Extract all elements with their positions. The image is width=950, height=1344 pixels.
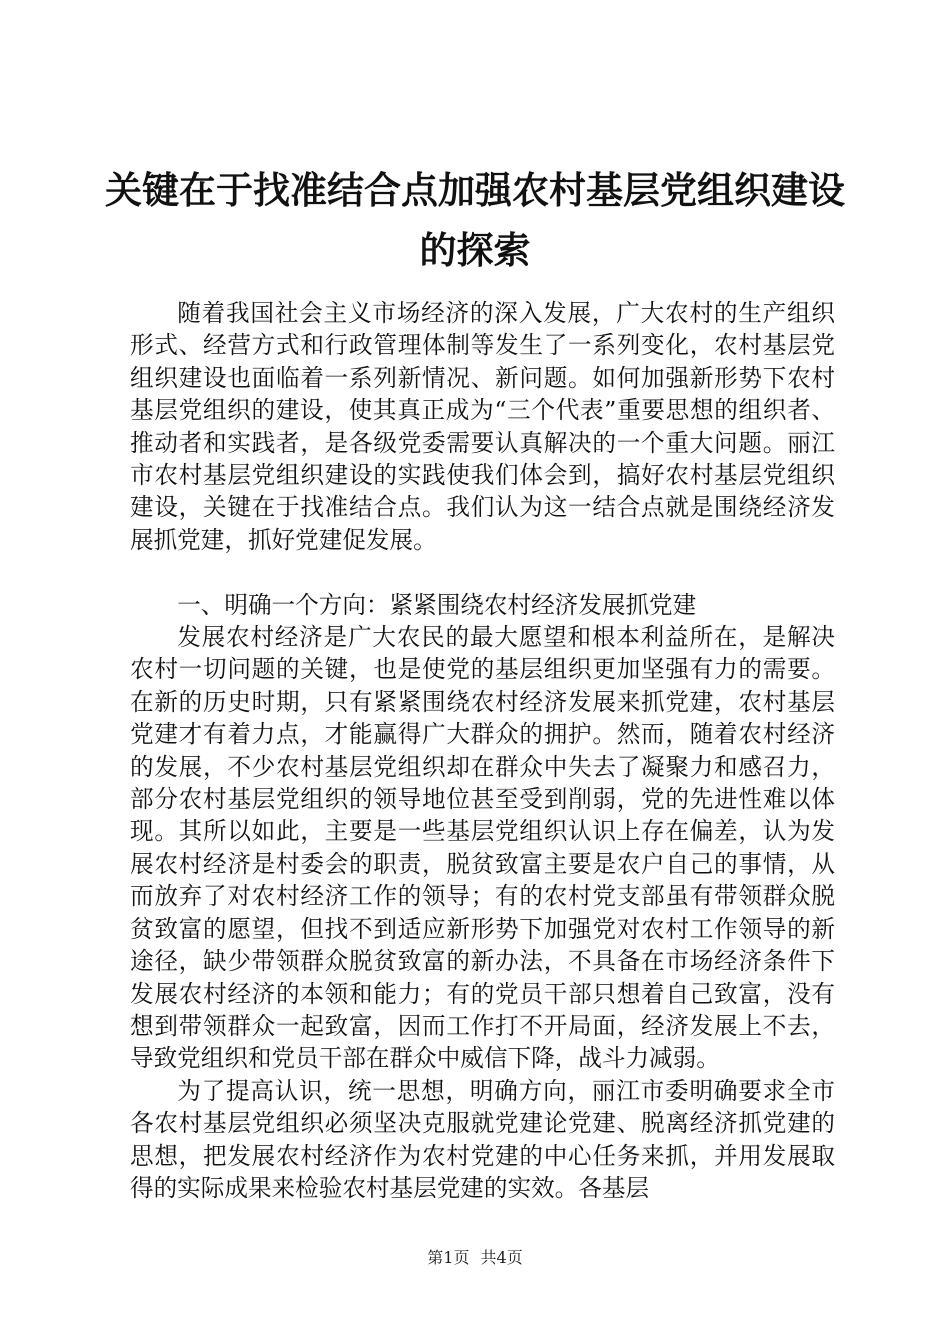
document-title-line-2: 的探索 <box>419 229 531 272</box>
paragraph-section-1-continued: 为了提高认识，统一思想，明确方向，丽江市委明确要求全市各农村基层党组织必须坚决克服就党建论党建、脱离经济抓党建的思想，把发展农村经济作为农村党建的中心任务来抓，并用发展取得的实际成果来检验农村基层党建的实效。各基层 <box>130 1076 835 1202</box>
page-footer <box>0 1245 950 1268</box>
document-title-line-1: 关键在于找准结合点加强农村基层党组织建设 <box>105 169 845 212</box>
page-total: 共4页 <box>480 1248 523 1267</box>
section-heading-1: 一、明确一个方向：紧紧围绕农村经济发展抓党建 <box>177 590 697 619</box>
page-number: 第1页 <box>427 1248 470 1267</box>
paragraph-intro: 随着我国社会主义市场经济的深入发展，广大农村的生产组织形式、经营方式和行政管理体制等发生了一系列变化，农村基层党组织建设也面临着一系列新情况、新问题。如何加强新形势下农村基层党组织的建设，使其真正成为“三个代表”重要思想的组织者、推动者和实践者，是各级党委需要认真解决的一个重大问题。丽江市农村基层党组织建设的实践使我们体会到，搞好农村基层党组织建设，关键在于找准结合点。我们认为这一结合点就是围绕经济发展抓党建，抓好党建促发展。 <box>130 299 835 554</box>
paragraph-section-1: 发展农村经济是广大农民的最大愿望和根本利益所在，是解决农村一切问题的关键，也是使党的基层组织更加坚强有力的需要。在新的历史时期，只有紧紧围绕农村经济发展来抓党建，农村基层党建才有着力点，才能赢得广大群众的拥护。然而，随着农村经济的发展，不少农村基层党组织却在群众中失去了凝聚力和感召力，部分农村基层党组织的领导地位甚至受到削弱，党的先进性难以体现。其所以如此，主要是一些基层党组织认识上存在偏差，认为发展农村经济是村委会的职责，脱贫致富主要是农户自己的事情，从而放弃了对农村经济工作的领导；有的农村党支部虽有带领群众脱贫致富的愿望，但找不到适应新形势下加强党对农村工作领导的新途径，缺少带领群众脱贫致富的新办法，不具备在市场经济条件下发展农村经济的本领和能力；有的党员干部只想着自己致富，没有想到带领群众一起致富，因而工作打不开局面，经济发展上不去，导致党组织和党员干部在群众中威信下降，战斗力减弱。 <box>130 623 835 1073</box>
document-body <box>130 297 835 1204</box>
